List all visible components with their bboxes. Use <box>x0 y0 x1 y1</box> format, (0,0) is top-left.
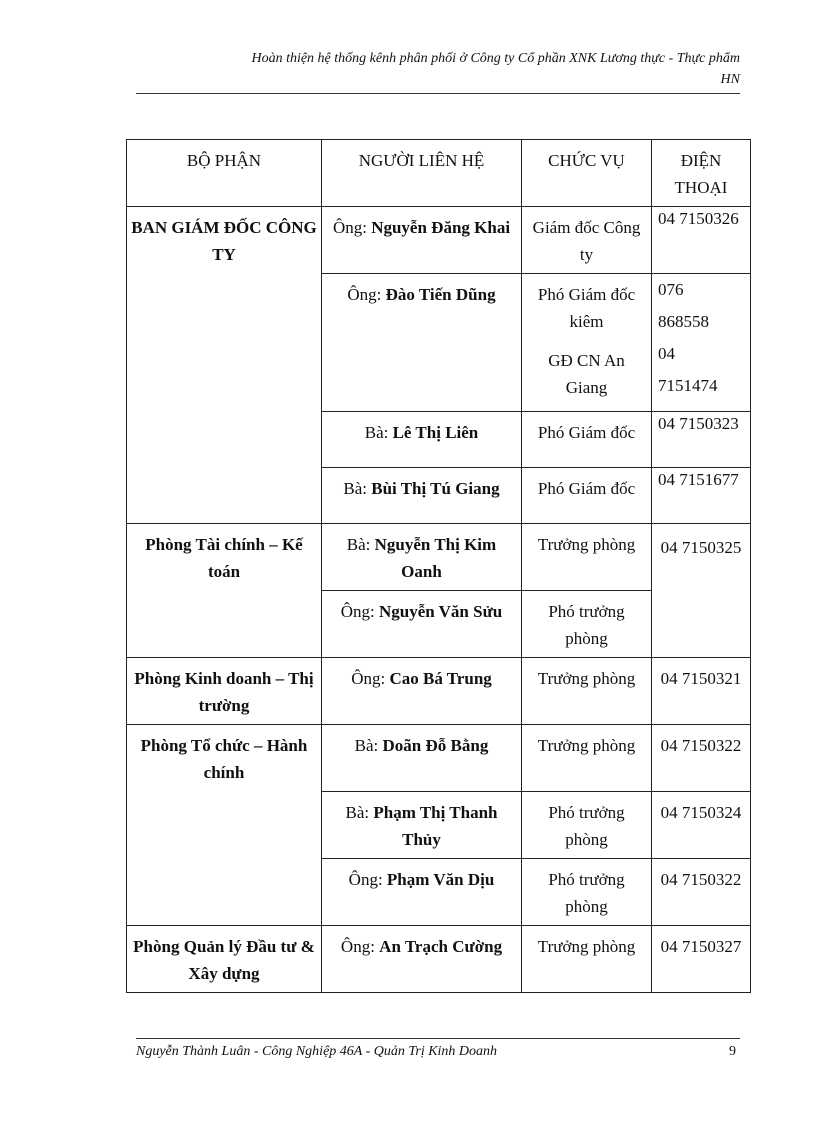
header-contact: NGƯỜI LIÊN HỆ <box>322 140 522 207</box>
contact-title: Bà: <box>346 535 371 554</box>
header-phone <box>652 140 751 207</box>
contact-title: Ông: <box>332 218 367 237</box>
contact-cell <box>322 591 522 658</box>
position-cell: Phó trưởng phòng <box>522 591 652 658</box>
contact-title: Bà: <box>364 423 389 442</box>
contact-cell <box>322 524 522 591</box>
position-line-2: GĐ CN An Giang <box>548 351 625 397</box>
contact-name: Doãn Đỗ Bằng <box>382 736 489 755</box>
position-cell: Giám đốc Công ty <box>522 207 652 274</box>
header-phone-line-2: THOẠI <box>674 178 728 197</box>
page-number: 9 <box>729 1044 736 1059</box>
footer-divider <box>136 1038 740 1039</box>
contact-title: Bà: <box>345 803 370 822</box>
position-cell: Trưởng phòng <box>522 658 652 725</box>
header-department: BỘ PHẬN <box>127 140 322 207</box>
table-row <box>127 524 751 591</box>
phone-cell: 04 7150321 <box>652 658 751 725</box>
department-cell: Phòng Tổ chức – Hành chính <box>127 725 322 926</box>
position-cell: Phó Giám đốc <box>522 412 652 468</box>
header-line-1: Hoàn thiện hệ thống kênh phân phối ở Công ty Cổ phần XNK Lương thực - Thực phẩm <box>251 51 740 66</box>
phone-cell <box>652 274 751 412</box>
contact-name: Đào Tiến Dũng <box>385 285 496 304</box>
position-cell: Phó trưởng phòng <box>522 792 652 859</box>
phone-cell: 04 7150327 <box>652 926 751 993</box>
position-cell <box>522 274 652 412</box>
phone-part: 04 <box>658 344 675 363</box>
contact-title: Ông: <box>347 285 382 304</box>
footer-text: Nguyễn Thành Luân - Công Nghiệp 46A - Quản Trị Kinh Doanh <box>136 1044 498 1059</box>
contact-title: Ông: <box>340 602 375 621</box>
page-footer <box>136 1043 740 1061</box>
contact-name: Phạm Văn Dịu <box>386 870 495 889</box>
contact-title: Bà: <box>354 736 379 755</box>
contact-name: An Trạch Cường <box>379 937 503 956</box>
contact-name: Nguyễn Văn Sửu <box>378 602 503 621</box>
table-row <box>127 725 751 792</box>
contact-name: Nguyễn Thị Kim Oanh <box>374 535 497 581</box>
phone-cell: 04 7150325 <box>652 524 751 658</box>
phone-part: 076 <box>658 280 684 299</box>
header-line-2: HN <box>720 72 740 87</box>
contact-title: Ông: <box>351 669 386 688</box>
position-cell: Trưởng phòng <box>522 725 652 792</box>
phone-cell: 04 7150322 <box>652 859 751 926</box>
table-header-row <box>127 140 751 207</box>
position-line-1: Phó Giám đốc kiêm <box>537 285 636 331</box>
header-phone-line-1: ĐIỆN <box>680 151 722 170</box>
contact-title: Bà: <box>343 479 367 498</box>
position-cell: Phó Giám đốc <box>522 468 652 524</box>
table-row <box>127 926 751 993</box>
contact-name: Nguyễn Đăng Khai <box>371 218 511 237</box>
contact-name: Bùi Thị Tú Giang <box>371 479 500 498</box>
phone-part: 868558 <box>658 312 709 331</box>
contacts-table <box>126 139 751 993</box>
contact-cell <box>322 207 522 274</box>
contact-name: Lê Thị Liên <box>392 423 479 442</box>
contact-cell <box>322 274 522 412</box>
header-divider <box>136 93 740 94</box>
table-row <box>127 207 751 274</box>
contact-cell <box>322 468 522 524</box>
contact-cell <box>322 792 522 859</box>
phone-cell: 04 7151677 <box>652 468 751 524</box>
contact-cell <box>322 725 522 792</box>
table-row <box>127 658 751 725</box>
page-header <box>136 48 740 90</box>
phone-part: 7151474 <box>658 376 718 395</box>
phone-cell: 04 7150326 <box>652 207 751 274</box>
contact-cell <box>322 412 522 468</box>
contact-title: Ông: <box>348 870 383 889</box>
department-cell: BAN GIÁM ĐỐC CÔNG TY <box>127 207 322 524</box>
header-position: CHỨC VỤ <box>522 140 652 207</box>
contact-cell <box>322 859 522 926</box>
department-cell: Phòng Quản lý Đầu tư & Xây dựng <box>127 926 322 993</box>
position-cell: Phó trưởng phòng <box>522 859 652 926</box>
contact-title: Ông: <box>340 937 375 956</box>
phone-cell: 04 7150322 <box>652 725 751 792</box>
contact-cell <box>322 658 522 725</box>
contact-name: Cao Bá Trung <box>389 669 492 688</box>
phone-cell: 04 7150323 <box>652 412 751 468</box>
phone-cell: 04 7150324 <box>652 792 751 859</box>
department-cell: Phòng Tài chính – Kế toán <box>127 524 322 658</box>
department-cell: Phòng Kinh doanh – Thị trường <box>127 658 322 725</box>
position-cell: Trưởng phòng <box>522 524 652 591</box>
position-cell: Trưởng phòng <box>522 926 652 993</box>
contact-cell <box>322 926 522 993</box>
contact-name: Phạm Thị Thanh Thủy <box>373 803 498 849</box>
